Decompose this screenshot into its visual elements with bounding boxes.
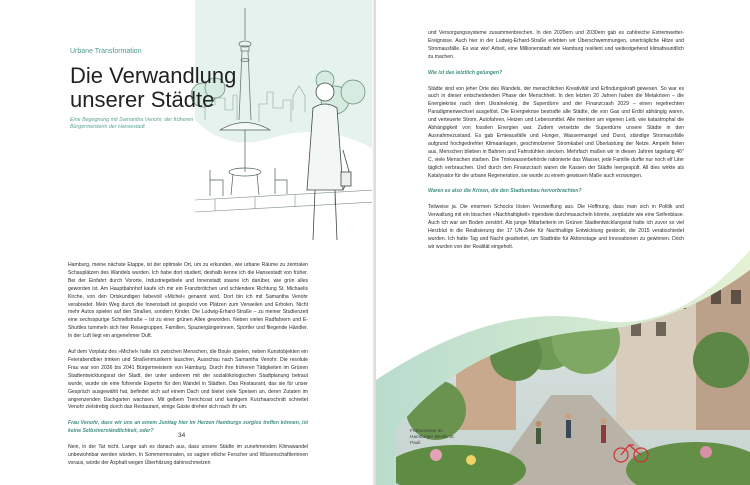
intro-paragraph: Hamburg, meine nächste Etappe, ist der optimale Ort, um zu erkunden, wie urbane Räume zu zentralen Schauplätzen des Wandels wurden. Ich habe dort studiert, deshalb kenne ich die Hansestadt von früher. Bei der Einfahrt durch Vororte, Industriegebiete und Innenstadt staune ich darüber, wie grün alles geworden ist. Am Hauptbahnhof kaufe ich mir ein Franzbrötchen und schlendere Richtung St. Michaelis Kirche, von den Ortskundigen liebevoll »Michel« genannt wird. Dort bin ich mit Samantha Venohr verabredet. Mein Weg durch die Innenstadt ist gespickt von Plätzen zum Verweilen und Erholen. Nicht mehr Autos spielen auf den Straßen, sondern Kinder. Die Ludwig-Erhard-Straße – zu meiner Studienzeit eine sechsspurige Schnellstraße – ist zu einer grünen Allee geworden. Neben vielen Radfahrern und E-Shuttles tummeln sich hier Reisegruppen, Familien, Spaziergängerinnen, Sportler und fliegende Händler. In der Luft liegt ein angenehmer Duft. <box>68 262 308 340</box>
right-page <box>376 0 750 485</box>
interview-question-2: Wie ist das letztlich gelungen? <box>428 69 503 76</box>
article-title: Die Verwandlung unserer Städte <box>70 63 237 112</box>
left-page <box>0 0 374 485</box>
left-text-column <box>68 262 308 476</box>
street-photo <box>376 0 750 485</box>
article-subtitle: Eine Begegnung mit Samantha Venohr, der früheren Bürgermeisterin der Hansestadt <box>70 117 194 130</box>
interview-answer: Nein, in der Tat nicht. Lange sah es danach aus, dass unsere Städte im zunehmenden Klimawandel unbewohnbar werden würden. In Sommermonaten, so sagten etliche Forscher und Wissenschaftlerinnen voraus, würde der Asphalt wegen Überhitzung dahinschmelzen <box>68 444 308 466</box>
interview-question: Frau Venohr, dass wir uns an einem Junitag hier im Herzen Hamburgs sorglos treffen können, ist keine Selbstverständlichkeit, oder? <box>68 420 308 435</box>
interview-question-3: Waren es also die Krisen, die den Stadtumbau hervorbrachten? <box>428 188 582 195</box>
meeting-paragraph: Auf dem Vorplatz des »Michel« halte ich zwischen Menschen, die Boule spielen, neben Kunstobjekten ein Feierabendbier trinken und Straßenmusikern lauschen, Ausschau nach Samantha Venohr. Die resolute Frau war von 2036 bis 2041 Bürgermeisterin von Hamburg. Durch ihre früheren Tätigkeiten im Grünen Stadtentwicklungsrat der Stadt, der unter anderem mit der sozialökologischen Stadtplanung betraut wurde, wurde sie eine führende Expertin für den Wandel in Städten. Das Restaurant, das sie für unser Gespräch ausgewählt hat, befindet sich auf einem Dach und bietet viele Speisen an, deren Zutaten im angrenzenden Dachgarten wachsen. Mit gelbem Trenchcoat und kantigem Kurzhaarschnitt schreitet Venohr zielstrebig durch das Restaurant, einige Gäste drehen sich nach ihr um. <box>68 349 308 411</box>
section-kicker: Urbane Transformation <box>70 48 142 55</box>
hope-paragraph: Teilweise ja. Die enormen Schocks lösten Verzweiflung aus. Die Hoffnung, dass man sich in Politik und Verwaltung mit ein bisschen »Nachhaltigkeit« irgendwie durchmauscheln könnte, zerplatzte wie eine Seifenblase. Auch ich war am Boden zerstört. Als junge Mitarbeiterin im Grünen Stadtentwicklungsrat hatte ich zuvor so viel Herzblut in die Realisierung der 17 UN-Ziele für Nachhaltige Entwicklung gesteckt, die 2015 verabschiedet wurden. Ich hatte Tag und Nacht gearbeitet, um Stadträte für Aktionstage und Innovationen zu gewinnen. Doch wir wurden von der Realität eingeholt. <box>428 204 684 250</box>
photo-caption: Frühsommer im Hamburger Bezirk St. Pauli <box>410 428 455 446</box>
page-number: 34 <box>178 432 186 439</box>
crisis-paragraph: Städte sind von jeher Orte des Wandels, der menschlichen Kreativität und Erfindungskraft gewesen. So war es auch in dieser entscheidenden Phase der Menschheit. In den letzten 20 Jahren haben die Metakrisen – die Energiekrise nach dem Ukrainekrieg, die Superdürre und der Finanzcrash 2029 – einen regelrechten Paradigmenwechsel ausgelöst. Die Energiekrise bestrafte alle Städte, die von Gas und Erdöl abhängig waren, und verteuerte Strom, Autofahren, Heizen und Lebensmittel. Alle merkten am eigenen Leib, wie katastrophal die Abhängigkeit von fossilen Energien war. Zudem versetzte die Superdürre unsere Städte in den Ausnahmezustand. Es gab Ernteausfälle und Hunger, Wassermangel und Durst, ständige Stromausfälle aufgrund hochgedrehter Klimaanlagen, geschmolzener Stromkabel und Überlastung der Netze. Ampeln fielen aus, Menschen blieben in Bahnen und Fahrstühlen stecken. Mehrfach maßen wir in diesen Jahren tagelang 46° C, viele Menschen starben. Die Trinkwasserbehörde rationierte das Wasser, jede Familie durfte nur noch elf Liter täglich verbrauchen. Und durch den Finanzcrash waren die Kassen der Städte leergespült. All dies wirkte als Katalysator für die urbane Regeneration, sie wurde zu einem gewissen Maße auch erzwungen. <box>428 85 684 179</box>
continuation-paragraph: und Versorgungssysteme zusammenbrechen. In den 2020ern und 2030ern gab es zahlreiche Extremwetter-Ereignisse. Auch hier in der Ludwig-Erhard-Straße erlebten wir Überschwemmungen, unerträgliche Hitze und Stromausfälle. Es war wie! Arbeit, eine Millionenstadt wie Hamburg resilient und weitestgehend klimafreundlich zu machen. <box>428 30 684 60</box>
